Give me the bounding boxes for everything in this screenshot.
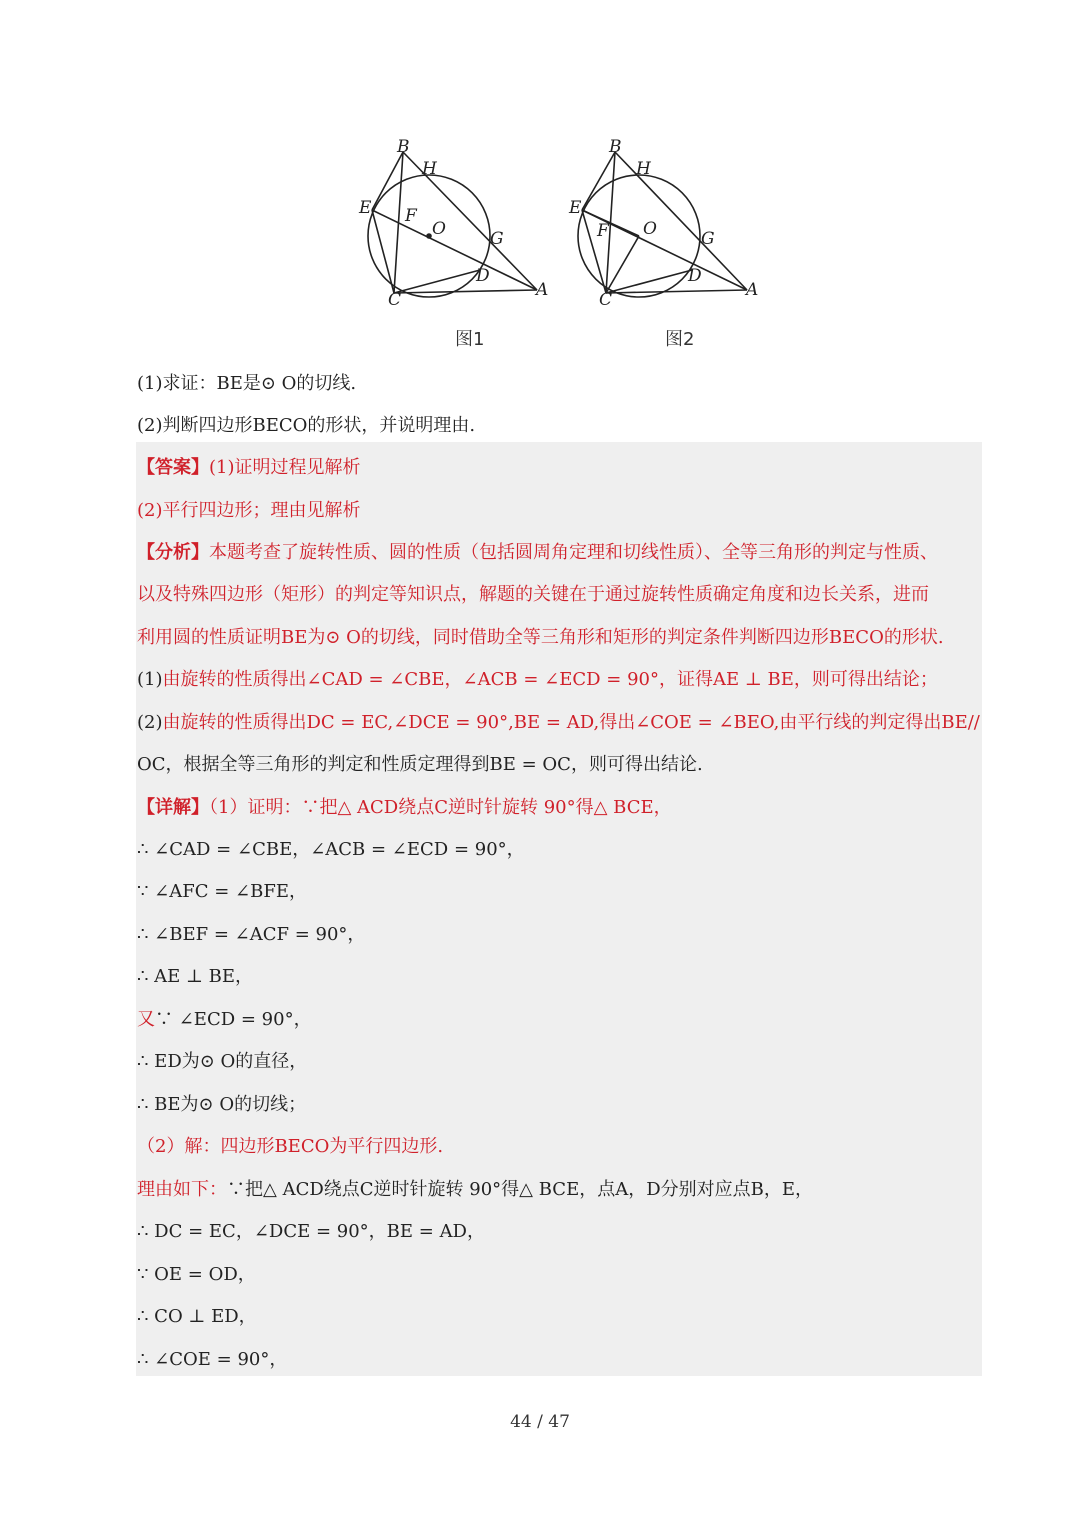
label-b: B	[609, 137, 622, 157]
analysis-num-2: (2)	[137, 712, 163, 733]
question-1: (1)求证：BE是⊙ O的切线.	[137, 373, 357, 394]
answer-line-2: (2)平行四边形；理由见解析	[137, 500, 361, 521]
label-f: F	[597, 221, 609, 241]
analysis-text-4: 由旋转的性质得出∠CAD = ∠CBE，∠ACB = ∠ECD = 90°，证得AE ⊥ BE，则可得出结论；	[162, 669, 938, 690]
proof-step-2: ∵ OE = OD，	[137, 1264, 256, 1285]
analysis-line-2: 以及特殊四边形（矩形）的判定等知识点，解题的关键在于通过旋转性质确定角度和边长关系，进而	[137, 584, 929, 605]
label-a: A	[746, 280, 759, 300]
label-h: H	[422, 159, 437, 179]
detail-text-1: （1）证明：∵把△ ACD绕点C逆时针旋转 90°得△ BCE，	[209, 797, 672, 818]
you-word: 又	[137, 1009, 155, 1030]
label-d: D	[476, 266, 490, 286]
proof-step: ∵ ∠AFC = ∠BFE，	[137, 881, 307, 902]
detail-line-1	[137, 793, 672, 819]
label-c: C	[388, 290, 402, 310]
label-b: B	[397, 137, 410, 157]
figures-area	[0, 0, 1080, 360]
proof-step: ∴ ∠CAD = ∠CBE，∠ACB = ∠ECD = 90°，	[137, 839, 525, 860]
analysis-line-4	[137, 665, 938, 691]
analysis-line-5	[137, 708, 980, 734]
proof-step-2: ∴ CO ⊥ ED，	[137, 1306, 257, 1327]
analysis-text-1: 本题考查了旋转性质、圆的性质（包括圆周角定理和切线性质）、全等三角形的判定与性质、	[209, 542, 938, 563]
analysis-line-6: OC，根据全等三角形的判定和性质定理得到BE = OC，则可得出结论.	[137, 754, 703, 775]
proof-step-2: ∴ ∠COE = 90°，	[137, 1349, 288, 1370]
figure-2-diagram	[560, 130, 770, 310]
reason-lead: 理由如下：	[137, 1179, 227, 1200]
figure-1-caption: 图1	[455, 329, 485, 350]
proof-step: ∴ ∠BEF = ∠ACF = 90°，	[137, 924, 366, 945]
label-e: E	[569, 198, 582, 218]
analysis-num-1: (1)	[137, 669, 163, 690]
analysis-line-3: 利用圆的性质证明BE为⊙ O的切线，同时借助全等三角形和矩形的判定条件判断四边形BECO的形状.	[137, 627, 944, 648]
label-e: E	[359, 198, 372, 218]
question-2: (2)判断四边形BECO的形状，并说明理由.	[137, 415, 476, 436]
label-h: H	[636, 159, 651, 179]
label-g: G	[701, 229, 715, 249]
reason-text: ∵把△ ACD绕点C逆时针旋转 90°得△ BCE，点A，D分别对应点B，E，	[227, 1179, 813, 1200]
answer-line-1	[137, 453, 361, 479]
figure-1-diagram	[350, 130, 560, 310]
label-f: F	[405, 206, 417, 226]
analysis-text-5: 由旋转的性质得出DC = EC,∠DCE = 90°,BE = AD,得出∠COE = ∠BEO,由平行线的判定得出BE//	[162, 712, 980, 733]
label-o: O	[643, 219, 657, 239]
answer-1: (1)证明过程见解析	[209, 457, 361, 478]
proof-step: ∴ AE ⊥ BE，	[137, 966, 254, 987]
label-o: O	[432, 219, 446, 239]
detail-tag: 【详解】	[137, 797, 209, 818]
label-g: G	[490, 229, 504, 249]
label-a: A	[536, 280, 549, 300]
proof-step-be: ∴ BE为⊙ O的切线；	[137, 1094, 307, 1115]
proof-step-you	[137, 1005, 312, 1031]
answer-tag: 【答案】	[137, 457, 209, 478]
figure-2-caption: 图2	[665, 329, 695, 350]
page-number: 44 / 47	[510, 1412, 570, 1432]
proof-step-ed: ∴ ED为⊙ O的直径，	[137, 1051, 308, 1072]
label-d: D	[688, 266, 702, 286]
analysis-tag: 【分析】	[137, 542, 209, 563]
analysis-line-1	[137, 538, 938, 564]
proof-step-2: ∴ DC = EC，∠DCE = 90°，BE = AD，	[137, 1221, 485, 1242]
you-text: ∵ ∠ECD = 90°，	[155, 1009, 312, 1030]
part2-head: （2）解：四边形BECO为平行四边形.	[137, 1136, 444, 1157]
label-c: C	[599, 290, 613, 310]
reason-line	[137, 1175, 813, 1201]
